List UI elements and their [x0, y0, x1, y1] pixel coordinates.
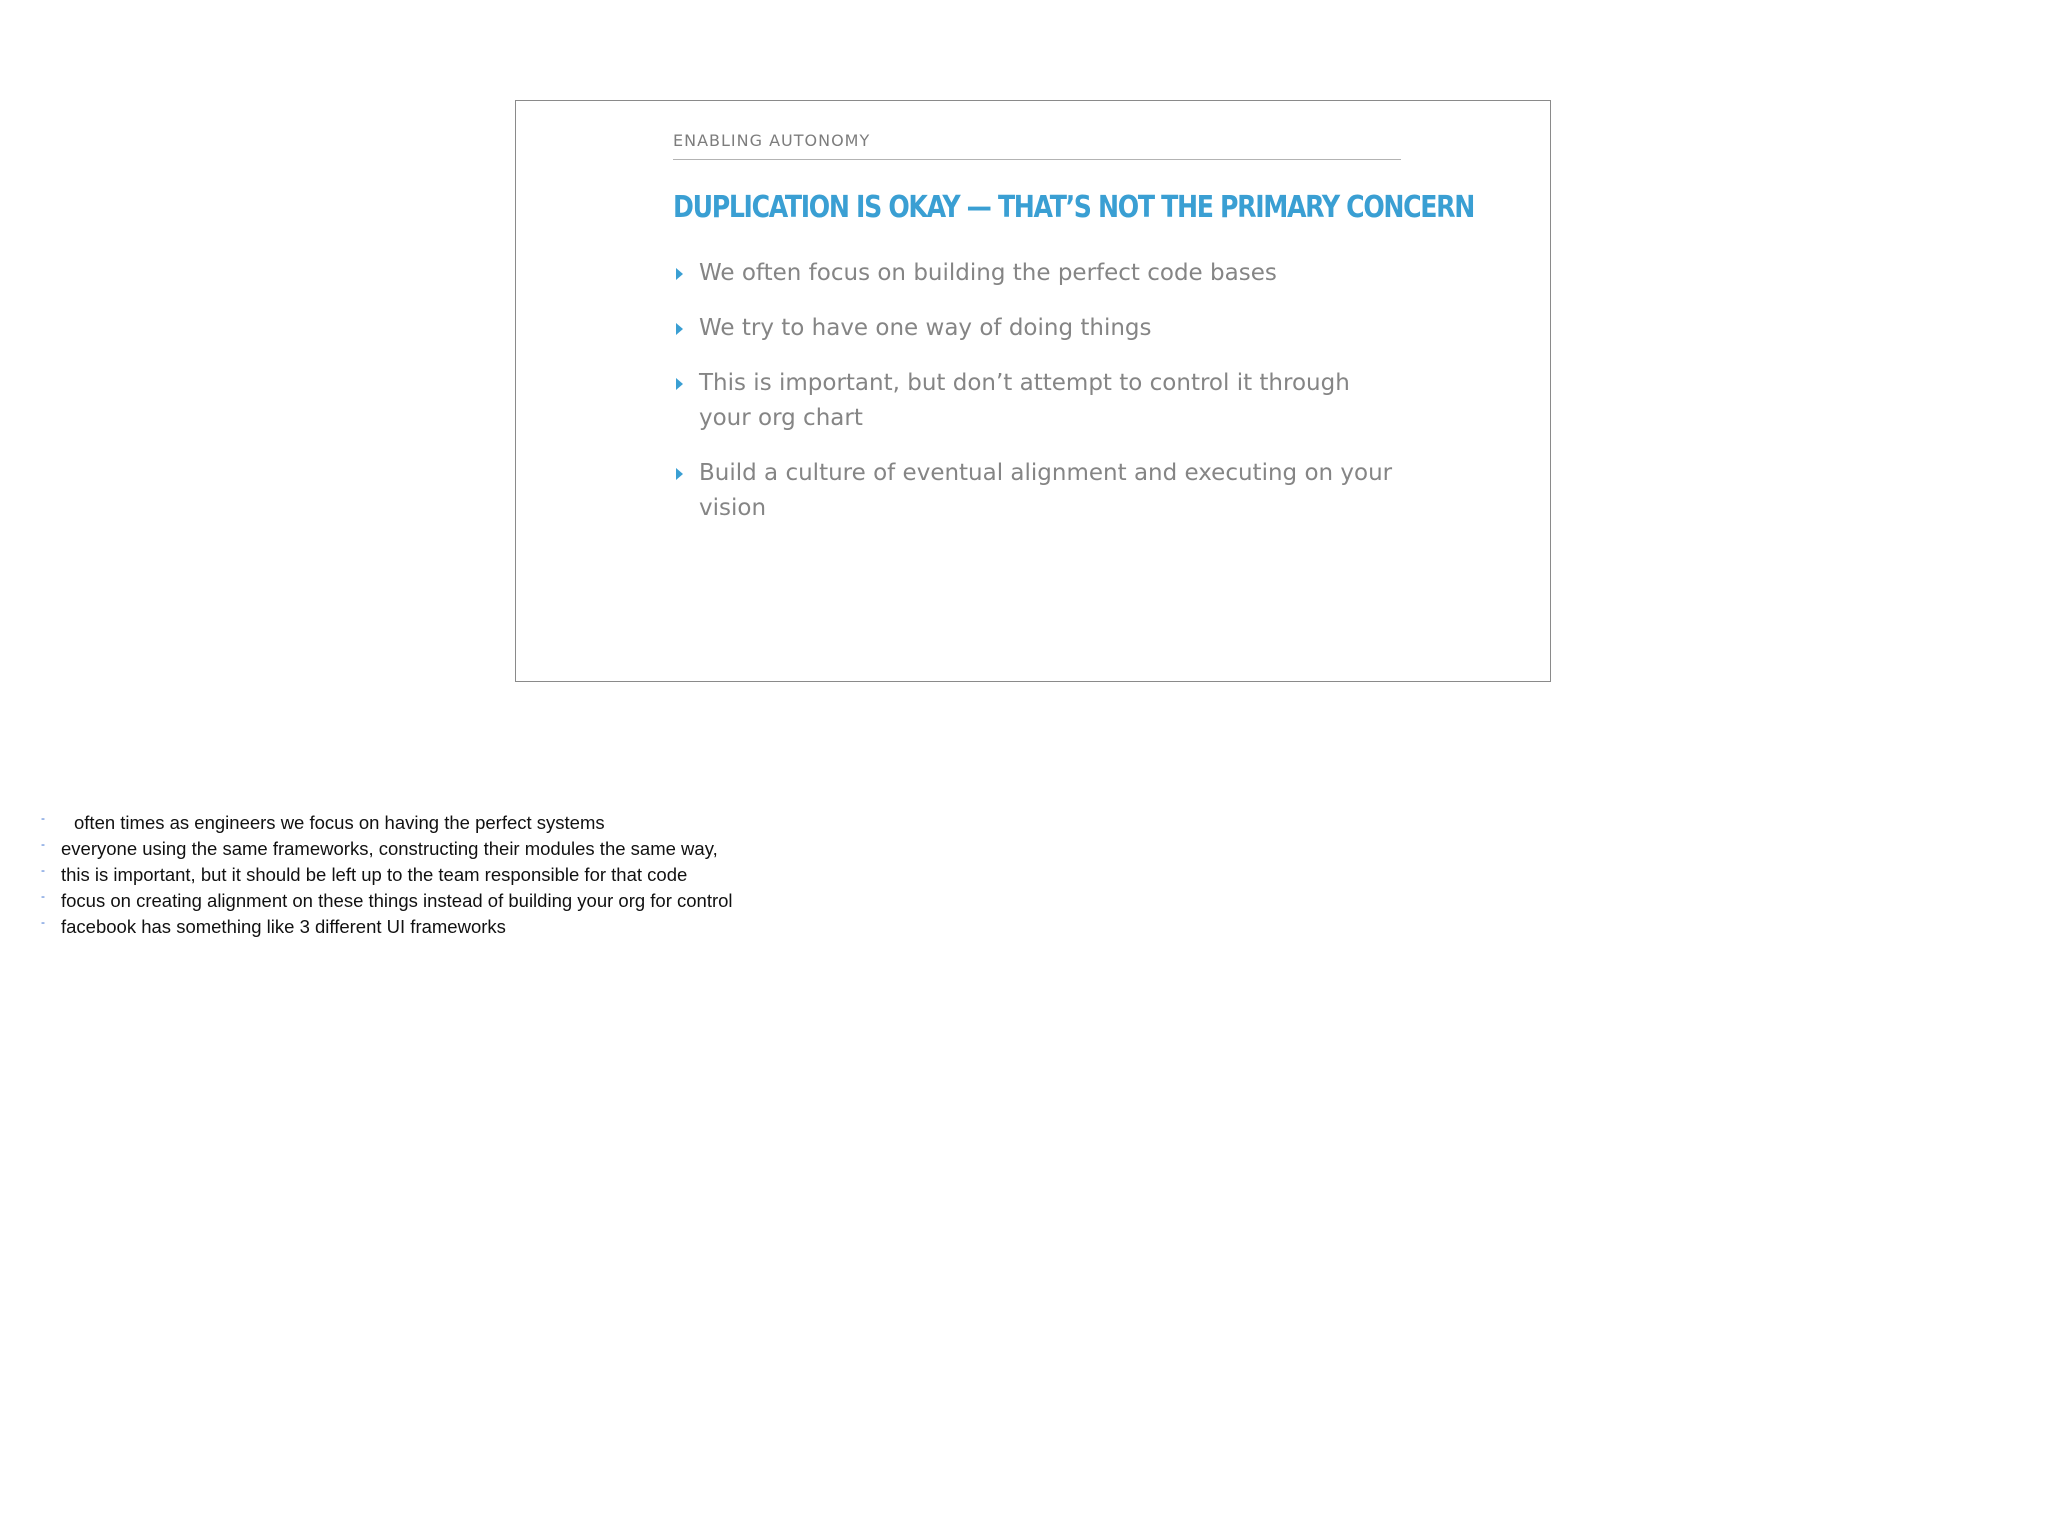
- triangle-bullet-icon: [676, 268, 683, 280]
- slide-content: [671, 131, 1474, 546]
- presenter-notes: [40, 810, 940, 940]
- bullet-item: [671, 456, 1401, 526]
- triangle-bullet-icon: [676, 468, 683, 480]
- slide-frame: [515, 100, 1551, 682]
- dash-bullet-icon: -: [41, 863, 45, 877]
- note-text: everyone using the same frameworks, constructing their modules the same way,: [61, 838, 718, 859]
- dash-bullet-icon: -: [41, 889, 45, 903]
- dash-bullet-icon: -: [41, 811, 45, 825]
- bullet-text: We often focus on building the perfect code bases: [699, 260, 1277, 286]
- note-text: often times as engineers we focus on having the perfect systems: [74, 812, 605, 833]
- section-label: ENABLING AUTONOMY: [673, 131, 1401, 160]
- note-item: [40, 862, 940, 888]
- bullet-text: Build a culture of eventual alignment and executing on your vision: [699, 460, 1393, 521]
- note-text: focus on creating alignment on these things instead of building your org for control: [61, 890, 733, 911]
- triangle-bullet-icon: [676, 323, 683, 335]
- bullet-text: We try to have one way of doing things: [699, 315, 1152, 341]
- bullet-text: This is important, but don’t attempt to control it through your org chart: [699, 370, 1350, 431]
- slide-title: DUPLICATION IS OKAY — THAT’S NOT THE PRIMARY CONCERN: [673, 190, 1474, 225]
- note-item: [40, 888, 940, 914]
- note-item: [40, 914, 940, 940]
- dash-bullet-icon: -: [41, 837, 45, 851]
- note-item: [40, 836, 940, 862]
- bullet-item: [671, 256, 1401, 291]
- bullet-item: [671, 311, 1401, 346]
- note-text: this is important, but it should be left up to the team responsible for that code: [61, 864, 688, 885]
- dash-bullet-icon: -: [41, 915, 45, 929]
- note-item: [40, 810, 940, 836]
- bullet-item: [671, 366, 1401, 436]
- triangle-bullet-icon: [676, 378, 683, 390]
- bullet-list: [671, 256, 1401, 526]
- note-text: facebook has something like 3 different UI frameworks: [61, 916, 506, 937]
